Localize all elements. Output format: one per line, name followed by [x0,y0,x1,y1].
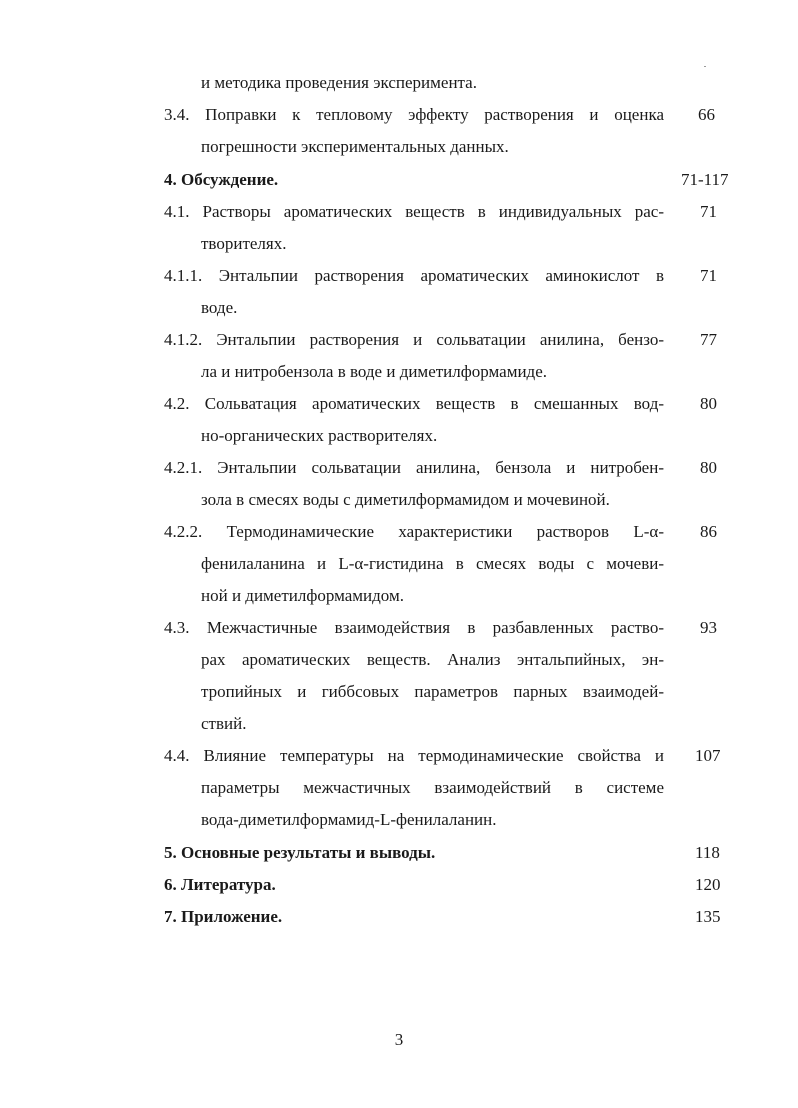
toc-line: 4.2.2. Термодинамические характеристики растворов L-α- [164,522,664,541]
toc-line: 4.1. Растворы ароматических веществ в индивидуальных рас- [164,202,664,221]
toc-page-number: 118 [695,843,720,862]
toc-chapter-title: 6. Литература. [164,875,276,894]
toc-line: 4.1.1. Энтальпии растворения ароматических аминокислот в [164,266,664,285]
toc-chapter-title: 7. Приложение. [164,907,283,926]
toc-page-number: 66 [698,105,715,124]
toc-line: тропийных и гиббсовых параметров парных взаимодей- [201,682,664,701]
toc-line: 4.4. Влияние температуры на термодинамические свойства и [164,746,664,765]
toc-line: ла и нитробензола в воде и диметилформамиде. [201,362,547,381]
toc-page-number: 86 [700,522,717,541]
toc-page-number: 80 [700,394,717,413]
toc-line: рах ароматических веществ. Анализ энтальпийных, эн- [201,650,664,669]
toc-line: 4.2. Сольватация ароматических веществ в смешанных вод- [164,394,664,413]
toc-line: творителях. [201,234,287,253]
toc-line: воде. [201,298,238,317]
toc-page-number: 71-117 [681,170,729,189]
toc-line: фенилаланина и L-α-гистидина в смесях воды с мочеви- [201,554,664,573]
toc-line: 4.3. Межчастичные взаимодействия в разбавленных раство- [164,618,664,637]
toc-page-number: 93 [700,618,717,637]
toc-chapter-title: 5. Основные результаты и выводы. [164,843,436,862]
toc-page-number: 135 [695,907,721,926]
toc-line: погрешности экспериментальных данных. [201,137,509,156]
toc-line: ной и диметилформамидом. [201,586,404,605]
toc-page-number: 71 [700,266,717,285]
toc-line: параметры межчастичных взаимодействий в системе [201,778,664,797]
toc-line: зола в смесях воды с диметилформамидом и мочевиной. [201,490,610,509]
toc-page-number: 107 [695,746,721,765]
toc-line: 4.2.1. Энтальпии сольватации анилина, бензола и нитробен- [164,458,664,477]
toc-page-number: 77 [700,330,717,349]
scan-speck [704,66,706,67]
toc-page-number: 71 [700,202,717,221]
toc-line: и методика проведения эксперимента. [201,73,477,92]
toc-page-number: 120 [695,875,721,894]
toc-line: но-органических растворителях. [201,426,438,445]
toc-line: вода-диметилформамид-L-фенилаланин. [201,810,497,829]
toc-page-number: 80 [700,458,717,477]
toc-line: 3.4. Поправки к тепловому эффекту растворения и оценка [164,105,664,124]
toc-line: 4.1.2. Энтальпии растворения и сольватации анилина, бензо- [164,330,664,349]
page-number: 3 [394,1030,404,1049]
toc-line: ствий. [201,714,247,733]
toc-chapter-title: 4. Обсуждение. [164,170,279,189]
